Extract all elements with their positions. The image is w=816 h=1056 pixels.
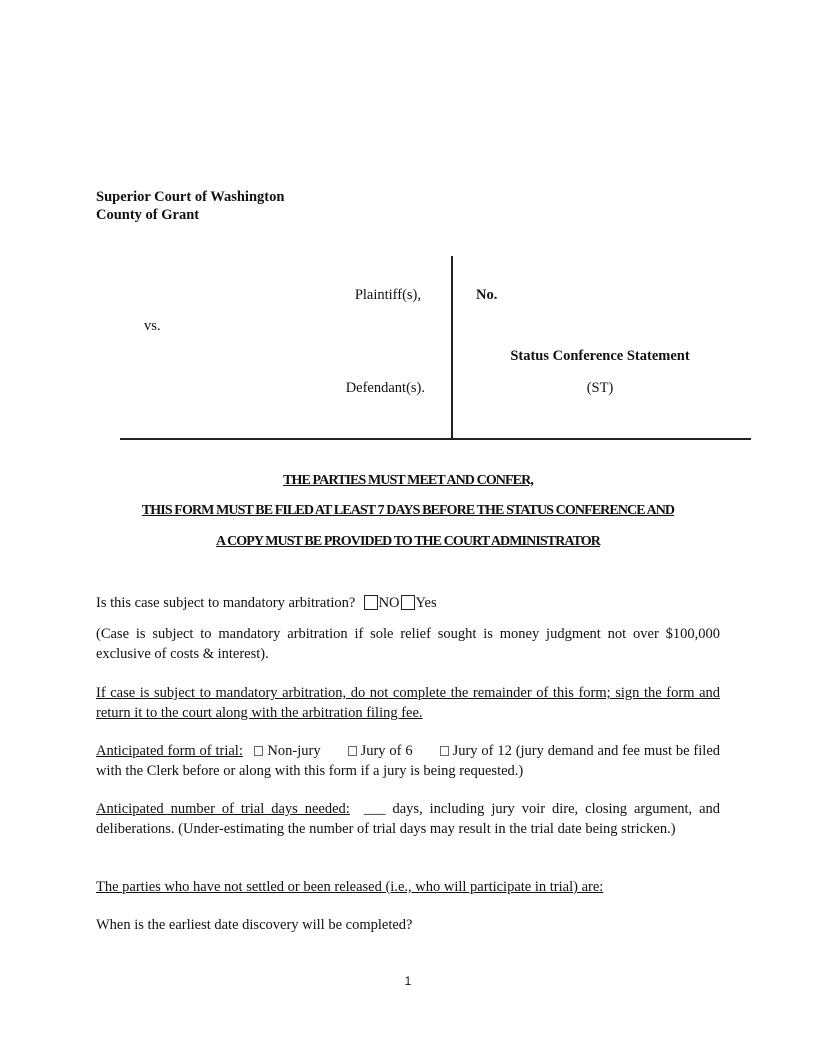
form-title: Status Conference Statement [510,348,690,364]
arbitration-instruction: If case is subject to mandatory arbitration, do not complete the remainder of this form; sign the form and return it to the court along with the arbitration filing fee. [96,685,720,721]
notice-line-3: A COPY MUST BE PROVIDED TO THE COURT ADMINISTRATOR [216,534,600,549]
notice-line-1: THE PARTIES MUST MEET AND CONFER, [283,473,533,488]
trial-form-note: (jury demand and fee must be filed with the Clerk before or along with this form if a jury is being requested.) [96,743,721,779]
discovery-question: When is the earliest date discovery will be completed? [96,917,413,933]
arbitration-note: (Case is subject to mandatory arbitration if sole relief sought is money judgment not over $100,000 exclusive of costs & interest). [96,626,720,662]
arbitration-question: Is this case subject to mandatory arbitration? [96,595,356,611]
versus-label: vs. [144,318,161,334]
jury-of-12-label: Jury of 12 [452,743,512,759]
non-jury-checkbox[interactable] [254,746,263,756]
caption-vertical-divider [451,256,453,439]
arbitration-yes-checkbox[interactable] [401,595,415,610]
non-jury-label: Non-jury [267,743,321,759]
jury-of-6-checkbox[interactable] [348,746,357,756]
arbitration-no-label: NO [378,595,400,611]
arbitration-no-checkbox[interactable] [364,595,378,610]
form-code: (ST) [586,380,614,396]
arbitration-yes-label: Yes [415,595,437,611]
defendant-label: Defendant(s). [345,380,425,396]
page-number: 1 [404,974,412,988]
jury-of-6-label: Jury of 6 [360,743,413,759]
trial-days-blank[interactable]: ___ [363,801,386,817]
plaintiff-label: Plaintiff(s), [354,287,421,303]
arbitration-question-row [96,593,720,613]
notice-line-2: THIS FORM MUST BE FILED AT LEAST 7 DAYS BEFORE THE STATUS CONFERENCE AND [141,503,675,518]
caption-horizontal-divider [120,438,751,440]
parties-label: The parties who have not settled or been released (i.e., who will participate in trial) are: [96,879,604,895]
trial-days-section [96,799,720,839]
trial-days-text: days, including jury voir dire, closing argument, and deliberations. (Under-estimating the number of trial days may result in the trial date being stricken.) [96,801,721,837]
case-number-label: No. [476,287,498,303]
county-name: County of Grant [96,207,200,223]
trial-form-section [96,741,720,781]
court-name: Superior Court of Washington [96,189,285,205]
court-header [96,188,284,224]
trial-form-label: Anticipated form of trial: [96,743,243,759]
trial-days-label: Anticipated number of trial days needed: [96,801,350,817]
jury-of-12-checkbox[interactable] [440,746,449,756]
